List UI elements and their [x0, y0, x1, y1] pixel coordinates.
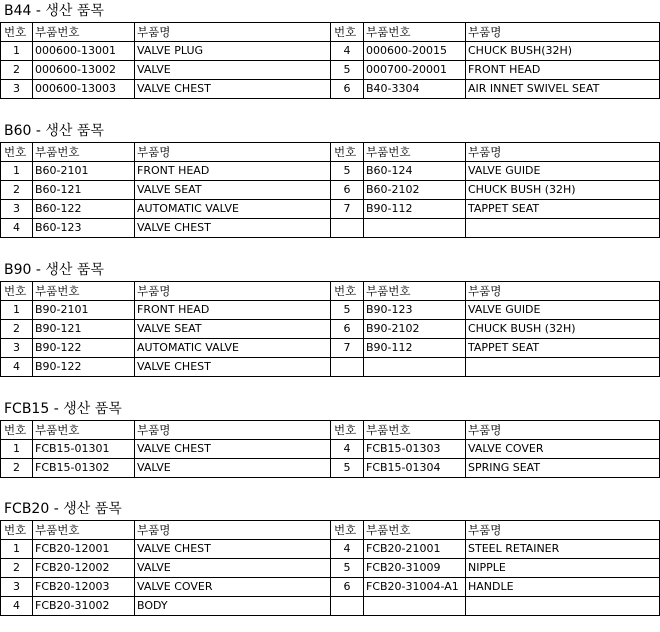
header-part-name: 부품명 — [466, 421, 660, 440]
item-no: 5 — [331, 61, 364, 80]
part-number: FCB20-12002 — [33, 559, 135, 578]
header-no: 번호 — [331, 521, 364, 540]
item-no: 5 — [331, 301, 364, 320]
part-number: B90-121 — [33, 320, 135, 339]
part-number: B90-2101 — [33, 301, 135, 320]
table-row — [1, 42, 660, 61]
part-name: VALVE COVER — [135, 578, 331, 597]
part-name: AUTOMATIC VALVE — [135, 339, 331, 358]
part-number: B60-2101 — [33, 162, 135, 181]
table-header-row — [1, 282, 660, 301]
header-no: 번호 — [1, 521, 33, 540]
item-no — [331, 358, 364, 377]
part-number: 000600-13003 — [33, 80, 135, 99]
part-name: CHUCK BUSH (32H) — [466, 320, 660, 339]
header-part-no: 부품번호 — [33, 143, 135, 162]
part-name — [466, 597, 660, 616]
header-no: 번호 — [331, 282, 364, 301]
item-no: 4 — [331, 540, 364, 559]
part-number — [364, 219, 466, 238]
header-part-name: 부품명 — [466, 521, 660, 540]
item-no — [331, 219, 364, 238]
part-number: B60-124 — [364, 162, 466, 181]
header-no: 번호 — [1, 282, 33, 301]
item-no: 2 — [1, 559, 33, 578]
part-number: FCB20-12001 — [33, 540, 135, 559]
part-name: VALVE GUIDE — [466, 301, 660, 320]
part-number: 000600-13002 — [33, 61, 135, 80]
part-number: B90-112 — [364, 200, 466, 219]
part-name: CHUCK BUSH (32H) — [466, 181, 660, 200]
header-part-name: 부품명 — [466, 23, 660, 42]
part-number: 000600-20015 — [364, 42, 466, 61]
header-no: 번호 — [1, 23, 33, 42]
section-title: FCB20 - 생산 품목 — [4, 501, 122, 517]
part-name: VALVE — [135, 459, 331, 478]
parts-table — [0, 142, 660, 238]
part-name: STEEL RETAINER — [466, 540, 660, 559]
header-part-name: 부품명 — [135, 143, 331, 162]
table-row — [1, 301, 660, 320]
item-no: 6 — [331, 80, 364, 99]
part-name: VALVE SEAT — [135, 181, 331, 200]
section-title: B90 - 생산 품목 — [4, 262, 104, 278]
item-no: 5 — [331, 162, 364, 181]
header-part-no: 부품번호 — [364, 282, 466, 301]
part-name — [466, 219, 660, 238]
table-row — [1, 162, 660, 181]
part-number: FCB15-01302 — [33, 459, 135, 478]
table-row — [1, 80, 660, 99]
part-number: B90-122 — [33, 358, 135, 377]
header-part-name: 부품명 — [466, 143, 660, 162]
part-name: CHUCK BUSH(32H) — [466, 42, 660, 61]
item-no: 4 — [1, 358, 33, 377]
item-no: 5 — [331, 459, 364, 478]
part-name: TAPPET SEAT — [466, 200, 660, 219]
item-no: 4 — [331, 440, 364, 459]
table-row — [1, 200, 660, 219]
part-name: VALVE — [135, 559, 331, 578]
item-no: 4 — [1, 219, 33, 238]
section-fcb15 — [0, 398, 660, 478]
part-name: VALVE CHEST — [135, 440, 331, 459]
part-number: FCB20-12003 — [33, 578, 135, 597]
item-no: 6 — [331, 320, 364, 339]
section-title: B44 - 생산 품목 — [4, 3, 104, 19]
item-no: 1 — [1, 440, 33, 459]
item-no: 3 — [1, 200, 33, 219]
header-no: 번호 — [1, 421, 33, 440]
part-number: FCB15-01304 — [364, 459, 466, 478]
item-no: 4 — [331, 42, 364, 61]
part-name: SPRING SEAT — [466, 459, 660, 478]
parts-table — [0, 520, 660, 616]
header-part-name: 부품명 — [135, 521, 331, 540]
parts-table — [0, 22, 660, 99]
table-header-row — [1, 23, 660, 42]
table-row — [1, 540, 660, 559]
part-number — [364, 358, 466, 377]
header-part-name: 부품명 — [135, 421, 331, 440]
item-no: 2 — [1, 320, 33, 339]
header-no: 번호 — [331, 23, 364, 42]
item-no: 6 — [331, 181, 364, 200]
part-name: VALVE SEAT — [135, 320, 331, 339]
header-part-no: 부품번호 — [364, 421, 466, 440]
item-no: 1 — [1, 540, 33, 559]
item-no: 1 — [1, 42, 33, 61]
table-header-row — [1, 421, 660, 440]
part-number — [364, 597, 466, 616]
header-part-name: 부품명 — [135, 282, 331, 301]
header-part-no: 부품번호 — [33, 521, 135, 540]
part-name: FRONT HEAD — [135, 162, 331, 181]
header-part-no: 부품번호 — [33, 23, 135, 42]
part-name: VALVE CHEST — [135, 358, 331, 377]
header-part-name: 부품명 — [135, 23, 331, 42]
part-number: B60-2102 — [364, 181, 466, 200]
part-number: 000600-13001 — [33, 42, 135, 61]
section-b44 — [0, 0, 660, 99]
header-part-name: 부품명 — [466, 282, 660, 301]
part-name: TAPPET SEAT — [466, 339, 660, 358]
part-name: VALVE CHEST — [135, 219, 331, 238]
item-no: 3 — [1, 339, 33, 358]
table-row — [1, 219, 660, 238]
table-row — [1, 358, 660, 377]
table-row — [1, 61, 660, 80]
item-no: 2 — [1, 61, 33, 80]
section-b60 — [0, 120, 660, 238]
table-row — [1, 578, 660, 597]
header-no: 번호 — [331, 143, 364, 162]
part-name: VALVE COVER — [466, 440, 660, 459]
part-name: HANDLE — [466, 578, 660, 597]
header-no: 번호 — [1, 143, 33, 162]
item-no: 4 — [1, 597, 33, 616]
table-row — [1, 320, 660, 339]
item-no: 1 — [1, 301, 33, 320]
item-no: 2 — [1, 181, 33, 200]
item-no: 7 — [331, 339, 364, 358]
table-header-row — [1, 143, 660, 162]
header-part-no: 부품번호 — [33, 282, 135, 301]
section-b90 — [0, 259, 660, 377]
part-number: B60-122 — [33, 200, 135, 219]
part-number: B90-122 — [33, 339, 135, 358]
section-fcb20 — [0, 498, 660, 616]
table-row — [1, 339, 660, 358]
part-name: AIR INNET SWIVEL SEAT — [466, 80, 660, 99]
table-row — [1, 597, 660, 616]
table-row — [1, 440, 660, 459]
part-number: FCB20-31004-A1 — [364, 578, 466, 597]
item-no: 1 — [1, 162, 33, 181]
part-number: FCB20-21001 — [364, 540, 466, 559]
table-row — [1, 459, 660, 478]
header-no: 번호 — [331, 421, 364, 440]
part-name: BODY — [135, 597, 331, 616]
part-number: FCB15-01301 — [33, 440, 135, 459]
parts-table — [0, 420, 660, 478]
header-part-no: 부품번호 — [364, 23, 466, 42]
part-number: B40-3304 — [364, 80, 466, 99]
header-part-no: 부품번호 — [364, 143, 466, 162]
part-name: VALVE CHEST — [135, 540, 331, 559]
part-number: B90-2102 — [364, 320, 466, 339]
table-header-row — [1, 521, 660, 540]
part-number: FCB20-31002 — [33, 597, 135, 616]
part-name — [466, 358, 660, 377]
part-number: FCB15-01303 — [364, 440, 466, 459]
parts-table — [0, 281, 660, 377]
part-name: FRONT HEAD — [135, 301, 331, 320]
part-number: B60-121 — [33, 181, 135, 200]
section-title: FCB15 - 생산 품목 — [4, 401, 122, 417]
part-name: VALVE PLUG — [135, 42, 331, 61]
section-title: B60 - 생산 품목 — [4, 123, 104, 139]
part-name: VALVE — [135, 61, 331, 80]
item-no: 2 — [1, 459, 33, 478]
item-no: 6 — [331, 578, 364, 597]
part-name: AUTOMATIC VALVE — [135, 200, 331, 219]
part-number: B90-123 — [364, 301, 466, 320]
item-no — [331, 597, 364, 616]
table-row — [1, 181, 660, 200]
part-number: B90-112 — [364, 339, 466, 358]
header-part-no: 부품번호 — [33, 421, 135, 440]
item-no: 3 — [1, 80, 33, 99]
part-number: 000700-20001 — [364, 61, 466, 80]
table-row — [1, 559, 660, 578]
part-name: FRONT HEAD — [466, 61, 660, 80]
part-number: FCB20-31009 — [364, 559, 466, 578]
item-no: 7 — [331, 200, 364, 219]
header-part-no: 부품번호 — [364, 521, 466, 540]
part-name: VALVE CHEST — [135, 80, 331, 99]
part-name: VALVE GUIDE — [466, 162, 660, 181]
item-no: 5 — [331, 559, 364, 578]
item-no: 3 — [1, 578, 33, 597]
part-name: NIPPLE — [466, 559, 660, 578]
part-number: B60-123 — [33, 219, 135, 238]
